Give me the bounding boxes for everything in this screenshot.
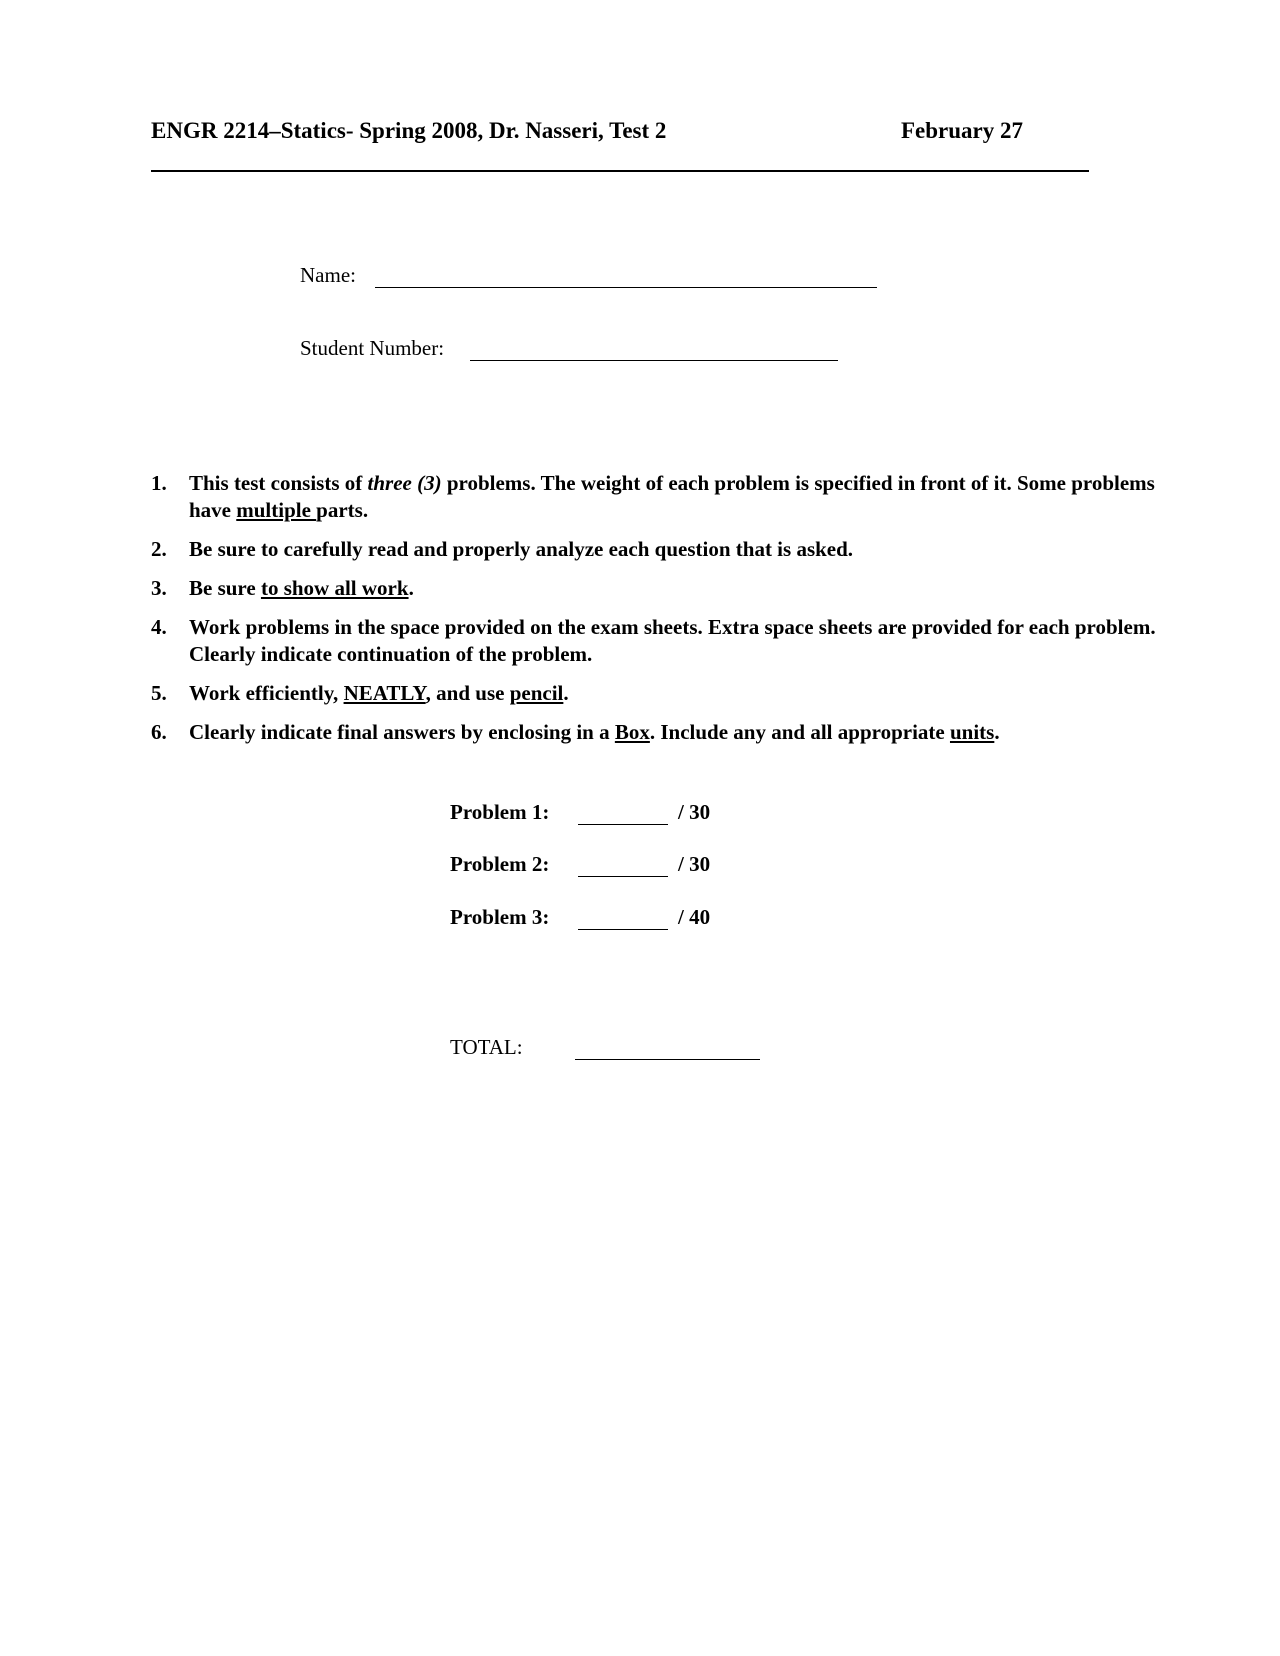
score-blank-problem-1[interactable] bbox=[578, 824, 668, 825]
header-rule bbox=[151, 170, 1089, 172]
instruction-item bbox=[151, 575, 1161, 602]
instruction-text: Work problems in the space provided on the exam sheets. Extra space sheets are provided for each problem. Clearly indicate continuation of the problem. bbox=[189, 615, 1156, 666]
student-number-label: Student Number: bbox=[300, 336, 445, 360]
instruction-item bbox=[151, 719, 1161, 746]
instruction-underline: NEATLY bbox=[343, 681, 426, 705]
score-max: / 30 bbox=[678, 852, 711, 876]
instruction-number: 2. bbox=[151, 537, 167, 561]
score-blank-problem-2[interactable] bbox=[578, 876, 668, 877]
score-label: Problem 3: bbox=[450, 905, 550, 929]
instruction-underline: pencil bbox=[509, 681, 564, 705]
instruction-text: . bbox=[994, 720, 1000, 744]
student-number-field[interactable] bbox=[470, 360, 838, 361]
instruction-number: 6. bbox=[151, 720, 167, 744]
exam-date: February 27 bbox=[901, 118, 1024, 143]
instruction-text: problems. The weight of each problem is specified in front of it. Some problems have bbox=[189, 471, 1155, 522]
name-field[interactable] bbox=[375, 287, 877, 288]
instruction-text: Work efficiently, bbox=[189, 681, 344, 705]
score-max: / 30 bbox=[678, 800, 711, 824]
instruction-underline: to show all work bbox=[260, 576, 409, 600]
instruction-underline: Box bbox=[614, 720, 650, 744]
instruction-text: parts. bbox=[316, 498, 369, 522]
total-row bbox=[450, 1035, 770, 1065]
instruction-emphasis: three (3) bbox=[367, 471, 442, 495]
instruction-text: This test consists of bbox=[189, 471, 368, 495]
instruction-number: 1. bbox=[151, 471, 167, 495]
score-max: / 40 bbox=[678, 905, 711, 929]
course-title: ENGR 2214–Statics- Spring 2008, Dr. Nasseri, Test 2 bbox=[151, 118, 667, 143]
instruction-item bbox=[151, 470, 1161, 524]
instruction-text: Be sure bbox=[189, 576, 261, 600]
instruction-text: Be sure to carefully read and properly analyze each question that is asked. bbox=[189, 537, 854, 561]
instruction-underline: units bbox=[949, 720, 995, 744]
instruction-text: . bbox=[563, 681, 569, 705]
score-blank-problem-3[interactable] bbox=[578, 929, 668, 930]
name-label: Name: bbox=[300, 263, 356, 287]
instruction-text: , and use bbox=[425, 681, 510, 705]
instruction-item bbox=[151, 614, 1161, 668]
score-label: Problem 2: bbox=[450, 852, 550, 876]
total-blank[interactable] bbox=[575, 1059, 760, 1060]
instruction-underline: multiple bbox=[236, 498, 317, 522]
score-label: Problem 1: bbox=[450, 800, 550, 824]
instruction-item bbox=[151, 680, 1161, 707]
instruction-text: Clearly indicate final answers by enclosing in a bbox=[189, 720, 615, 744]
instruction-item bbox=[151, 536, 1161, 563]
instruction-number: 4. bbox=[151, 615, 167, 639]
instruction-text: . bbox=[408, 576, 414, 600]
instruction-number: 3. bbox=[151, 576, 167, 600]
instruction-number: 5. bbox=[151, 681, 167, 705]
instructions-list bbox=[151, 470, 1161, 758]
total-label: TOTAL: bbox=[450, 1035, 523, 1059]
instruction-text: . Include any and all appropriate bbox=[649, 720, 950, 744]
page-header bbox=[151, 118, 1091, 178]
